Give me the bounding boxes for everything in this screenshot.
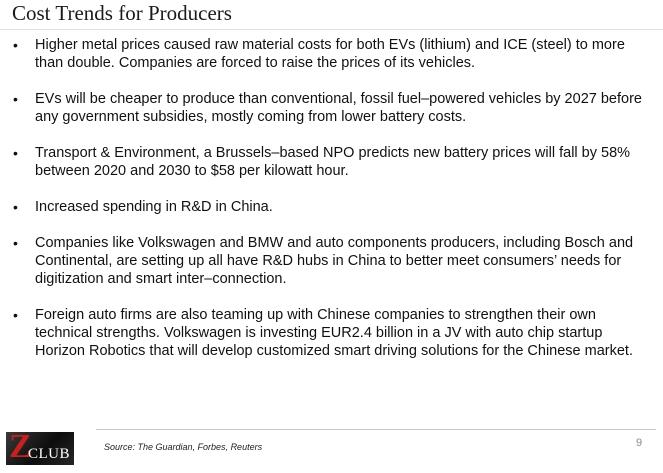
list-item — [0, 198, 663, 216]
bullet-text: Foreign auto firms are also teaming up with Chinese companies to strengthen their own technical strengths. Volkswagen is investing EUR2.4 billion in a JV with auto chip startup Horizon Robotics that will develop customized smart driving solutions for the Chinese market. — [35, 307, 633, 359]
bullet-text: Higher metal prices caused raw material costs for both EVs (lithium) and ICE (steel) to more than double. Companies are forced to raise the prices of its vehicles. — [35, 37, 625, 71]
title-divider — [0, 29, 663, 30]
page-title: Cost Trends for Producers — [12, 1, 232, 25]
bullet-icon: • — [13, 307, 18, 323]
bullet-text: Companies like Volkswagen and BMW and auto components producers, including Bosch and Continental, are setting up all have R&D hubs in China to better meet consumers’ needs for digitization and smart inter–connection. — [35, 235, 634, 287]
list-item — [0, 306, 663, 360]
bullet-icon: • — [13, 199, 18, 215]
list-item — [0, 90, 663, 126]
page-number: 9 — [636, 437, 643, 449]
bullet-text: Transport & Environment, a Brussels–based NPO predicts new battery prices will fall by 58% between 2020 and 2030 to $58 per kilowatt hour. — [35, 145, 631, 179]
bullet-icon: • — [13, 235, 18, 251]
bullet-icon: • — [13, 145, 18, 161]
list-item — [0, 144, 663, 180]
bullet-text: EVs will be cheaper to produce than conventional, fossil fuel–powered vehicles by 2027 before any government subsidies, mostly coming from lower battery costs. — [35, 91, 642, 125]
footer-divider — [96, 429, 656, 430]
list-item — [0, 36, 663, 72]
source-note: Source: The Guardian, Forbes, Reuters — [104, 442, 263, 452]
logo-text: CLUB — [28, 446, 71, 462]
bullet-list — [0, 36, 663, 378]
logo-letter: Z — [9, 432, 32, 465]
list-item — [0, 234, 663, 288]
bullet-icon: • — [13, 37, 18, 53]
bullet-icon: • — [13, 91, 18, 107]
zclub-logo — [6, 432, 74, 465]
bullet-text: Increased spending in R&D in China. — [35, 199, 273, 215]
